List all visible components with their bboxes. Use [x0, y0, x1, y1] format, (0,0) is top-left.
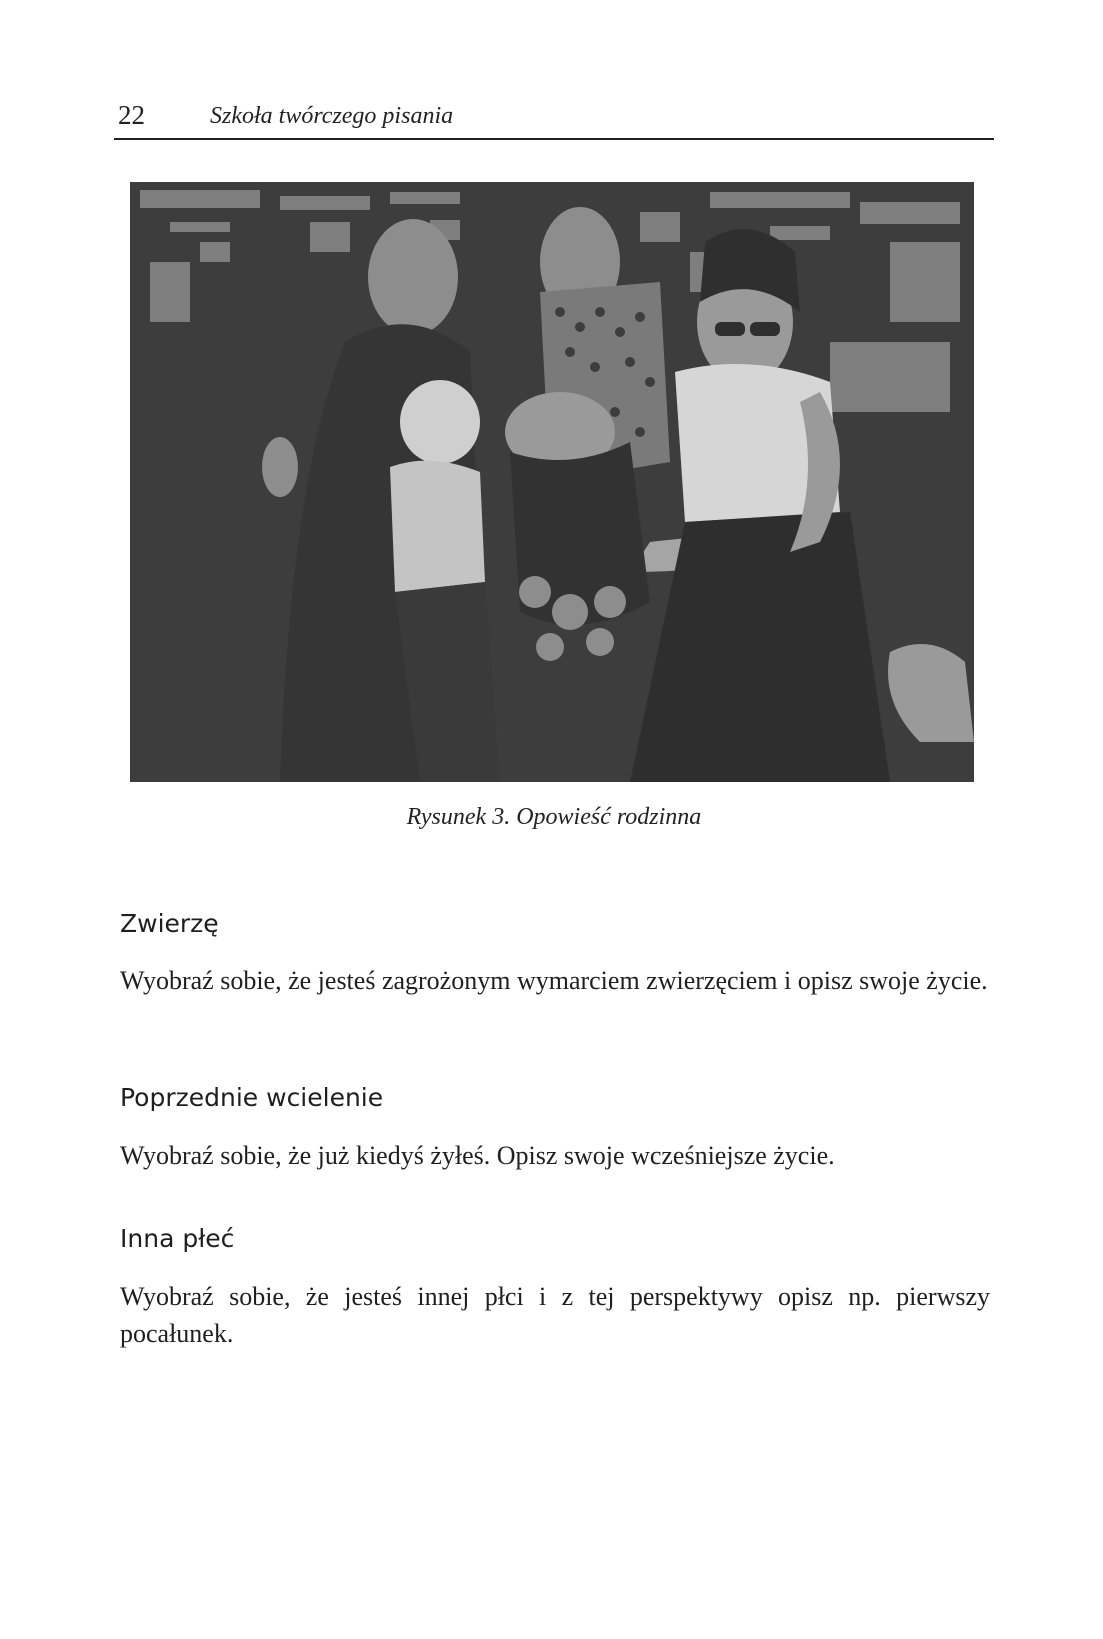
section-heading-inna-plec: Inna płeć — [120, 1224, 235, 1253]
running-title: Szkoła twórczego pisania — [210, 103, 454, 129]
section-text-zwierze: Wyobraź sobie, że jesteś zagrożonym wymarciem zwierzęciem i opisz swoje życie. — [120, 966, 988, 995]
section-text-inna-plec: Wyobraź sobie, że jesteś innej płci i z tej perspektywy opisz np. pierwszy pocałunek. — [120, 1282, 990, 1348]
figure-caption: Rysunek 3. Opowieść rodzinna — [406, 804, 702, 830]
family-photo — [130, 182, 974, 782]
section-text-poprzednie-wcielenie: Wyobraź sobie, że już kiedyś żyłeś. Opisz swoje wcześniejsze życie. — [120, 1141, 835, 1170]
running-header — [114, 98, 994, 140]
page-number: 22 — [118, 100, 145, 130]
section-heading-poprzednie-wcielenie: Poprzednie wcielenie — [120, 1083, 384, 1112]
family-photo-illustration — [130, 182, 974, 782]
section-heading-zwierze: Zwierzę — [120, 909, 219, 938]
